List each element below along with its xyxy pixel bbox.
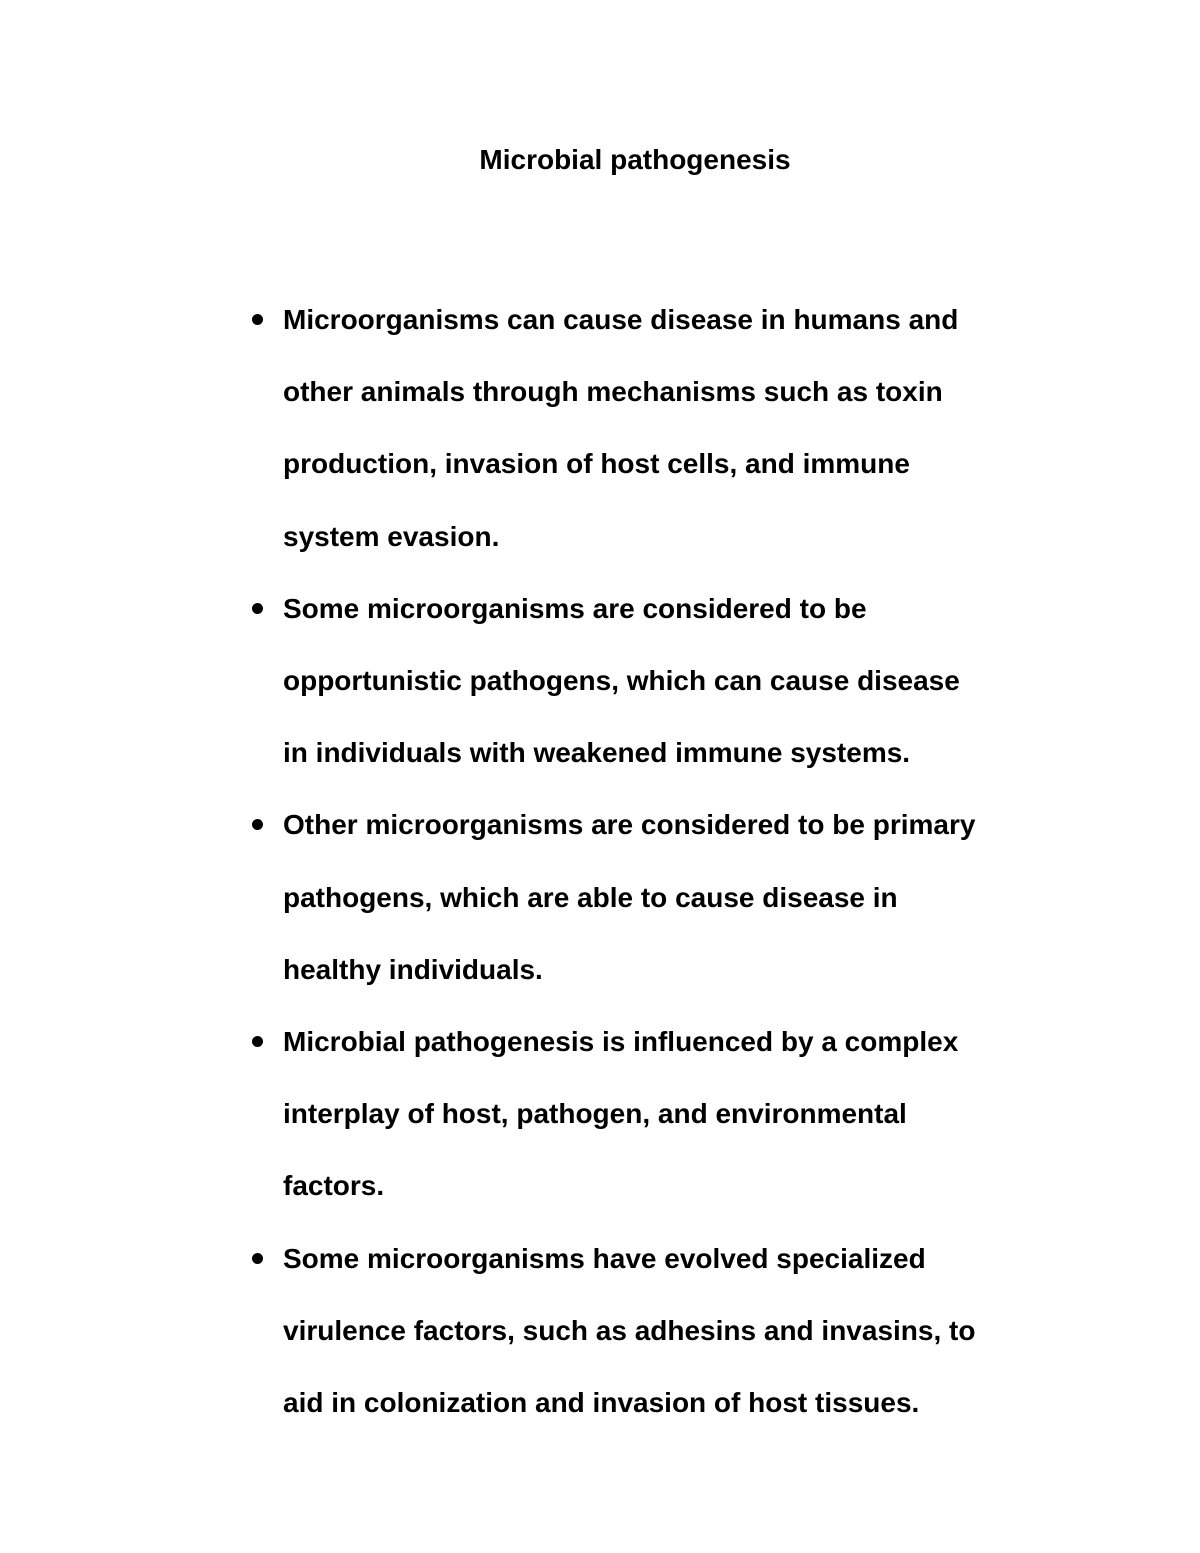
bullet-dot-icon [252,819,263,830]
bullet-item [250,573,1070,790]
bullet-line: Microbial pathogenesis is influenced by a complex [283,1026,959,1058]
bullet-line: factors. [283,1170,385,1202]
bullet-list [250,284,1070,1439]
bullet-line: healthy individuals. [283,953,543,985]
bullet-item [250,1006,1070,1223]
bullet-line: system evasion. [283,520,500,552]
bullet-line: production, invasion of host cells, and immune [283,448,910,480]
bullet-item [250,1223,1070,1440]
bullet-line: opportunistic pathogens, which can cause disease [283,665,960,697]
bullet-line: other animals through mechanisms such as toxin [283,376,943,408]
bullet-dot-icon [252,1253,263,1264]
bullet-line: Other microorganisms are considered to be primary [283,809,976,841]
bullet-line: Some microorganisms have evolved specialized [283,1242,926,1274]
bullet-line: Some microorganisms are considered to be [283,592,867,624]
bullet-line: interplay of host, pathogen, and environmental [283,1098,907,1130]
document-title: Microbial pathogenesis [479,144,791,175]
bullet-line: pathogens, which are able to cause disease in [283,881,898,913]
bullet-line: virulence factors, such as adhesins and invasins, to [283,1314,976,1346]
bullet-dot-icon [252,603,263,614]
bullet-item [250,789,1070,1006]
bullet-item [250,284,1070,573]
bullet-line: aid in colonization and invasion of host tissues. [283,1387,920,1419]
bullet-line: in individuals with weakened immune systems. [283,737,911,769]
bullet-line: Microorganisms can cause disease in humans and [283,304,959,335]
bullet-dot-icon [252,1036,263,1047]
bullet-dot-icon [252,314,263,325]
